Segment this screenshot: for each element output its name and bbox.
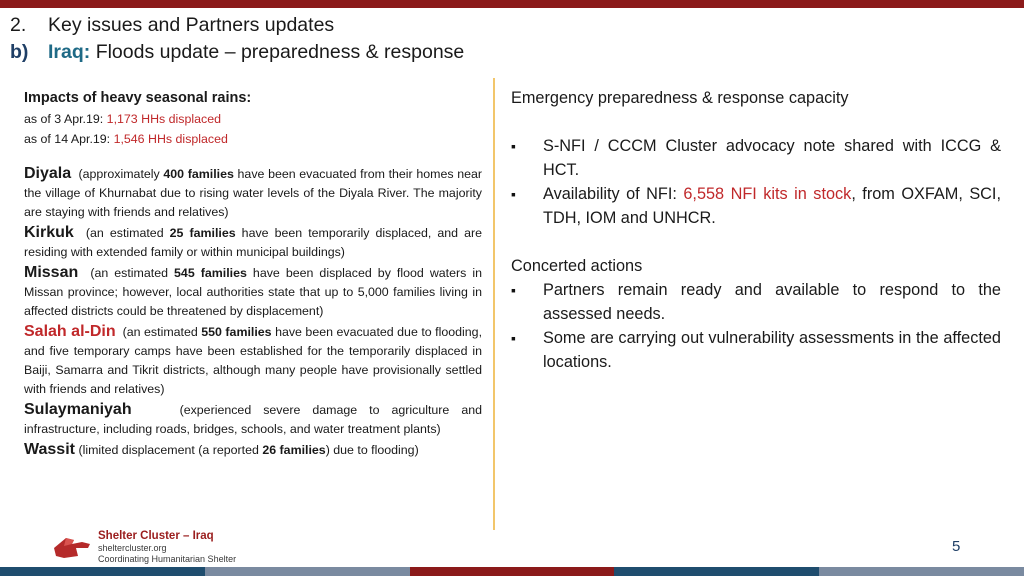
region-text: (an estimated	[90, 266, 175, 280]
region-count: 400 families	[163, 167, 234, 181]
impacts-column	[24, 88, 482, 460]
region-sulaymaniyah	[24, 400, 482, 439]
title-line-1	[10, 12, 464, 39]
capacity-bullet-advocacy: ▪ S-NFI / CCCM Cluster advocacy note shared with ICCG & HCT.	[511, 134, 1001, 182]
actions-heading: Concerted actions	[511, 257, 643, 275]
spacer	[511, 110, 1001, 134]
displacement-value-2: 1,546 HHs displaced	[113, 132, 228, 146]
bottom-bar-segment	[819, 567, 1024, 576]
shelter-cluster-logo-icon	[52, 534, 92, 560]
bottom-bar-segment	[0, 567, 205, 576]
region-text: (an estimated	[122, 325, 202, 339]
displacement-date-2: as of 14 Apr.19:	[24, 132, 114, 146]
page-number: 5	[952, 538, 961, 555]
region-count: 25 families	[169, 226, 236, 240]
bottom-bar-segment	[410, 567, 614, 576]
region-name: Missan	[24, 264, 79, 281]
nfi-text: , from OXFAM, SCI, TDH, IOM and UNHCR.	[543, 185, 1001, 227]
region-count: 545 families	[174, 266, 247, 280]
capacity-heading: Emergency preparedness & response capacity	[511, 89, 849, 107]
region-name: Sulaymaniyah	[24, 401, 132, 418]
title-line-2	[10, 39, 464, 66]
region-count: 26 families	[262, 443, 326, 457]
region-text: ) due to flooding)	[325, 443, 419, 457]
section-number: 2.	[10, 14, 27, 36]
region-text: have been temporarily displaced, and are residing with extended family or within municipal buildings)	[24, 226, 483, 259]
subsection-letter: b)	[10, 41, 29, 63]
region-text: have been evacuated from their homes near the village of Khurnabat due to rising water levels of the Diyala River. The majority are staying with friends and relatives)	[24, 167, 482, 219]
region-text: have been evacuated due to flooding, and five temporary camps have been established for the temporarily displaced in Baiji, Samarra and Tikrit districts, although many people have provisionally settled with friends and relatives)	[24, 325, 483, 396]
region-name: Salah al-Din	[24, 323, 116, 340]
response-column	[511, 86, 1001, 374]
column-divider	[493, 78, 495, 530]
capacity-list	[511, 134, 1001, 230]
bottom-bar-segment	[614, 567, 819, 576]
top-accent-bar	[0, 0, 1024, 8]
region-kirkuk	[24, 223, 482, 262]
footer-branding	[98, 529, 236, 565]
region-text: (approximately	[78, 167, 164, 181]
action-bullet-ready: ▪ Partners remain ready and available to respond to the assessed needs.	[511, 278, 1001, 326]
spacer	[24, 149, 482, 163]
bottom-bar-segment	[205, 567, 410, 576]
displacement-value-1: 1,173 HHs displaced	[106, 112, 222, 126]
region-text: have been displaced by flood waters in Missan province; however, local authorities state that up to 5,000 families living in affected districts could be threatened by displacement)	[24, 266, 483, 318]
capacity-bullet-nfi	[511, 182, 1001, 230]
displacement-line-1	[24, 109, 482, 129]
actions-list	[511, 278, 1001, 374]
slide-title	[10, 12, 464, 66]
region-wassit	[24, 440, 482, 460]
displacement-line-2	[24, 129, 482, 149]
country-label: Iraq:	[48, 41, 91, 63]
impacts-heading: Impacts of heavy seasonal rains:	[24, 90, 252, 106]
action-bullet-assessment: ▪ Some are carrying out vulnerability assessments in the affected locations.	[511, 326, 1001, 374]
region-name: Kirkuk	[24, 224, 74, 241]
spacer	[511, 230, 1001, 254]
footer-site-link[interactable]: sheltercluster.org	[98, 543, 167, 553]
region-name: Wassit	[24, 441, 75, 458]
displacement-date-1: as of 3 Apr.19:	[24, 112, 107, 126]
footer-org: Shelter Cluster – Iraq	[98, 530, 214, 542]
region-name: Diyala	[24, 165, 72, 182]
region-count: 550 families	[201, 325, 272, 339]
region-missan	[24, 263, 482, 321]
footer-tagline: Coordinating Humanitarian Shelter	[98, 554, 237, 564]
nfi-text: Availability of NFI:	[543, 185, 684, 203]
subsection-title: Floods update – preparedness & response	[95, 41, 465, 63]
nfi-stock-value: 6,558 NFI kits in stock	[683, 185, 852, 203]
section-title: Key issues and Partners updates	[48, 14, 335, 36]
region-diyala	[24, 164, 482, 222]
region-text: (experienced severe damage to agriculture and infrastructure, including roads, bridges, schools, and water treatment plants)	[24, 403, 482, 436]
region-salah-al-din	[24, 322, 482, 399]
region-text: (limited displacement (a reported	[78, 443, 263, 457]
bottom-accent-bar	[0, 567, 1024, 576]
region-text: (an estimated	[85, 226, 170, 240]
